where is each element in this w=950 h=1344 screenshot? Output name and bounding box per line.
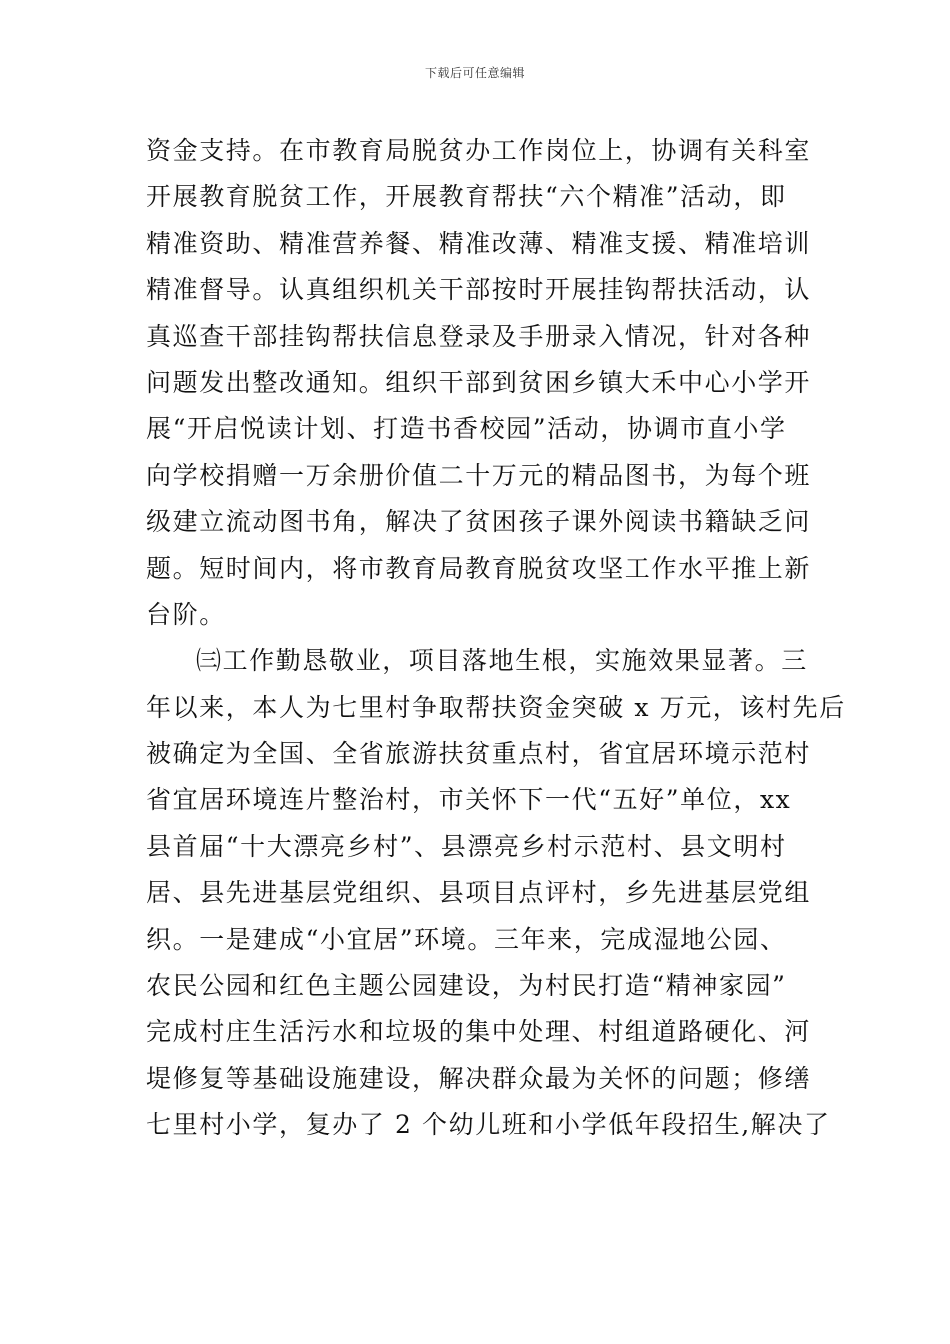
text-line: 堤修复等基础设施建设，解决群众最为关怀的问题；修缮 — [146, 1063, 812, 1093]
text-line: 县首届“十大漂亮乡村”、县漂亮乡村示范村、县文明村 — [146, 831, 787, 861]
text-line: 居、县先进基层党组织、县项目点评村，乡先进基层党组 — [146, 878, 812, 908]
text-line: 农民公园和红色主题公园建设，为村民打造“精神家园” — [146, 971, 787, 1001]
text-line: 被确定为全国、全省旅游扶贫重点村，省宜居环境示范村 — [146, 739, 812, 769]
text-line: 级建立流动图书角，解决了贫困孩子课外阅读书籍缺乏问 — [146, 507, 812, 537]
text-line: 向学校捐赠一万余册价值二十万元的精品图书，为每个班 — [146, 460, 812, 490]
text-line: 台阶。 — [146, 599, 226, 629]
text-line: 题。短时间内，将市教育局教育脱贫攻坚工作水平推上新 — [146, 553, 812, 583]
text-line: 织。一是建成“小宜居”环境。三年来，完成湿地公园、 — [146, 924, 787, 954]
text-line: 问题发出整改通知。组织干部到贫困乡镇大禾中心小学开 — [146, 367, 812, 397]
paragraph-start-line: ㈢工作勤恳敬业，项目落地生根，实施效果显著。三 — [196, 646, 808, 676]
text-line: 资金支持。在市教育局脱贫办工作岗位上，协调有关科室 — [146, 136, 812, 165]
text-line: 开展教育脱贫工作，开展教育帮扶“六个精准”活动，即 — [146, 182, 787, 212]
page-header: 下载后可任意编辑 — [424, 66, 525, 80]
text-line: 完成村庄生活污水和垃圾的集中处理、村组道路硬化、河 — [146, 1017, 812, 1047]
text-line: 年以来，本人为七里村争取帮扶资金突破 x 万元，该村先后 — [146, 692, 846, 722]
text-line: 精准资助、精准营养餐、精准改薄、精准支援、精准培训 — [146, 228, 812, 258]
text-line: 省宜居环境连片整治村，市关怀下一代“五好”单位，xx — [146, 785, 792, 815]
text-line: 七里村小学，复办了 2 个幼儿班和小学低年段招生,解决了 — [146, 1110, 831, 1140]
text-line: 精准督导。认真组织机关干部按时开展挂钩帮扶活动，认 — [146, 275, 812, 305]
text-line: 展“开启悦读计划、打造书香校园”活动，协调市直小学 — [146, 414, 787, 444]
body-text — [146, 128, 846, 1149]
text-line: 真巡查干部挂钩帮扶信息登录及手册录入情况，针对各种 — [146, 321, 812, 351]
